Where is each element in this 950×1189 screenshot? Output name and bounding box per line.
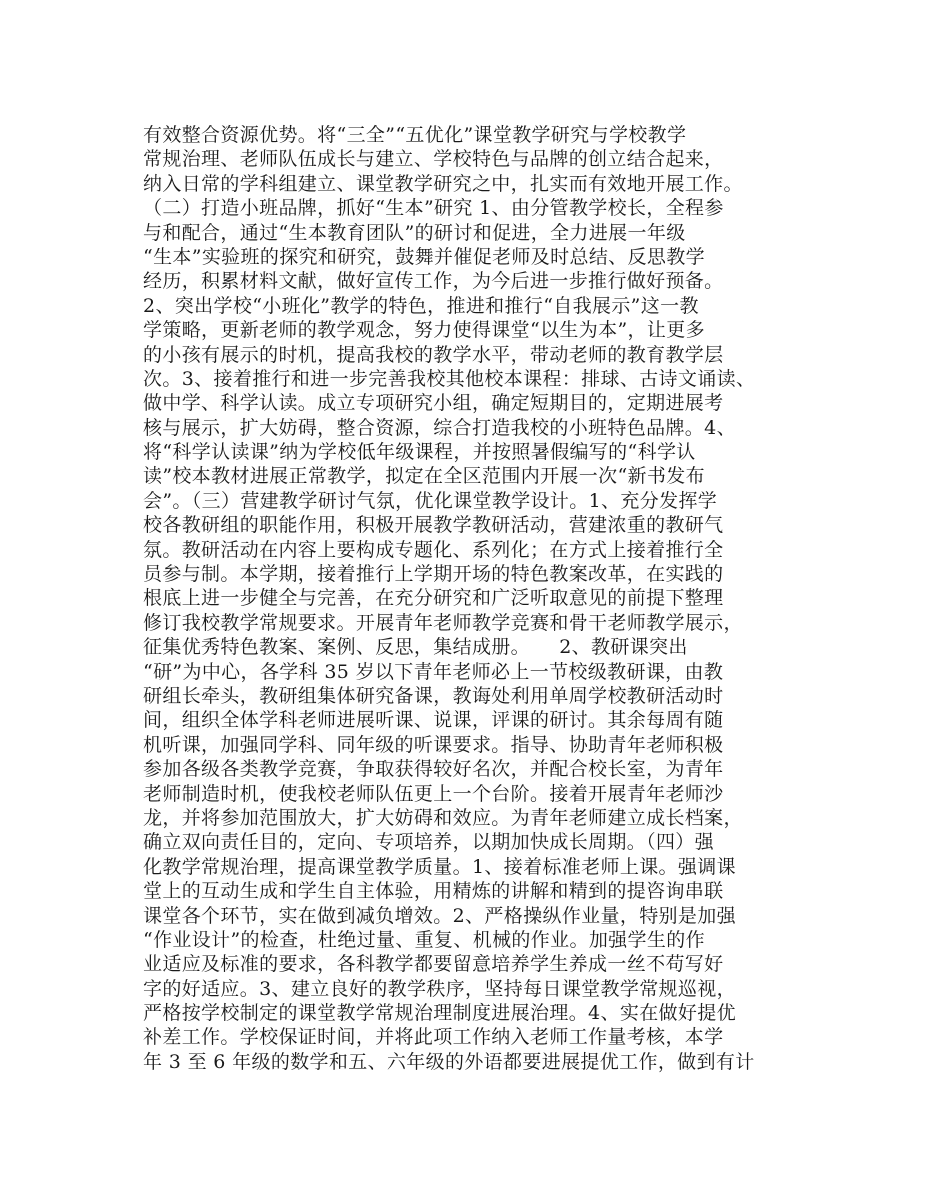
text-line: 课堂各个环节，实在做到减负增效。2、严格操纵作业量，特别是加强 [143,904,736,927]
text-line: 会”。（三）营建教学研讨气氛，优化课堂教学设计。1、充分发挥学 [143,489,718,512]
text-line: 严格按学校制定的课堂教学常规治理制度进展治理。4、实在做好提优 [143,1002,736,1025]
text-line: 有效整合资源优势。将“三全”“五优化”课堂教学研究与学校教学 [143,124,687,146]
text-line: 确立双向责任目的，定向、专项培养，以期加快成长周期。（四）强 [143,831,715,854]
text-line: 参加各级各类教学竞赛，争取获得较好名次，并配合校长室，为青年 [143,758,724,781]
text-line: 经历，积累材料文献，做好宣传工作，为今后进一步推行做好预备。 [143,270,724,293]
text-line: “生本”实验班的探究和研究，鼓舞并催促老师及时总结、反思教学 [143,245,705,268]
text-line: 业适应及标准的要求，各科教学都要留意培养学生养成一丝不苟写好 [143,953,724,976]
text-line: 研组长牵头，教研组集体研究备课，教诲处利用单周学校教研活动时 [143,684,724,707]
text-line: 化教学常规治理，提高课堂教学质量。1、接着标准老师上课。强调课 [143,855,736,878]
text-line: 氛。教研活动在内容上要构成专题化、系列化；在方式上接着推行全 [143,538,724,561]
text-line: “研”为中心，各学科 35 岁以下青年老师必上一节校级教研课，由教 [143,660,724,683]
text-line: “作业设计”的检查，杜绝过量、重复、机械的作业。加强学生的作 [143,928,705,951]
text-line: 纳入日常的学科组建立、课堂教学研究之中，扎实而有效地开展工作。 [143,172,743,195]
text-line: 龙，并将参加范围放大，扩大妨碍和效应。为青年老师建立成长档案， [143,806,743,829]
text-line: 做中学、科学认读。成立专项研究小组，确定短期目的，定期进展考 [143,392,724,415]
text-line: 征集优秀特色教案、案例、反思，集结成册。 2、教研课突出 [143,636,688,659]
text-line: （二）打造小班品牌，抓好“生本”研究 1、由分管教学校长，全程参 [143,197,724,220]
text-line: 读”校本教材进展正常教学，拟定在全区范围内开展一次“新书发布 [143,465,705,488]
text-line: 补差工作。学校保证时间，并将此项工作纳入老师工作量考核，本学 [143,1026,724,1049]
text-line: 老师制造时机，使我校老师队伍更上一个台阶。接着开展青年老师沙 [143,782,724,805]
text-line: 2、突出学校“小班化”教学的特色，推进和推行“自我展示”这一教 [143,294,699,317]
text-line: 学策略，更新老师的教学观念，努力使得课堂“以生为本”，让更多 [143,319,705,342]
text-line: 校各教研组的职能作用，积极开展教学教研活动，营建浓重的教研气 [143,514,724,537]
body-text [143,123,823,1074]
text-line: 间，组织全体学科老师进展听课、说课，评课的研讨。其余每周有随 [143,709,724,732]
text-line: 常规治理、老师队伍成长与建立、学校特色与品牌的创立结合起来， [143,148,724,171]
text-line: 字的好适应。3、建立良好的教学秩序，坚持每日课堂教学常规巡视， [143,977,736,1000]
text-line: 员参与制。本学期，接着推行上学期开场的特色教案改革，在实践的 [143,563,724,586]
text-line: 核与展示，扩大妨碍，整合资源，综合打造我校的小班特色品牌。4、 [143,416,736,439]
text-line: 次。3、接着推行和进一步完善我校其他校本课程：排球、古诗文诵读、 [143,367,756,390]
text-line: 机听课，加强同学科、同年级的听课要求。指导、协助青年老师积极 [143,733,724,756]
text-line: 将“科学认读课”纳为学校低年级课程，并按照暑假编写的“科学认 [143,441,696,464]
text-line: 堂上的互动生成和学生自主体验，用精炼的讲解和精到的提咨询串联 [143,880,724,903]
text-line: 年 3 至 6 年级的数学和五、六年级的外语都要进展提优工作，做到有计 [143,1050,755,1073]
text-line: 与和配合，通过“生本教育团队”的研讨和促进，全力进展一年级 [143,221,686,244]
text-line: 修订我校教学常规要求。开展青年老师教学竞赛和骨干老师教学展示， [143,611,743,634]
text-line: 根底上进一步健全与完善，在充分研究和广泛听取意见的前提下整理 [143,587,724,610]
text-line: 的小孩有展示的时机，提高我校的教学水平，带动老师的教育教学层 [143,343,724,366]
